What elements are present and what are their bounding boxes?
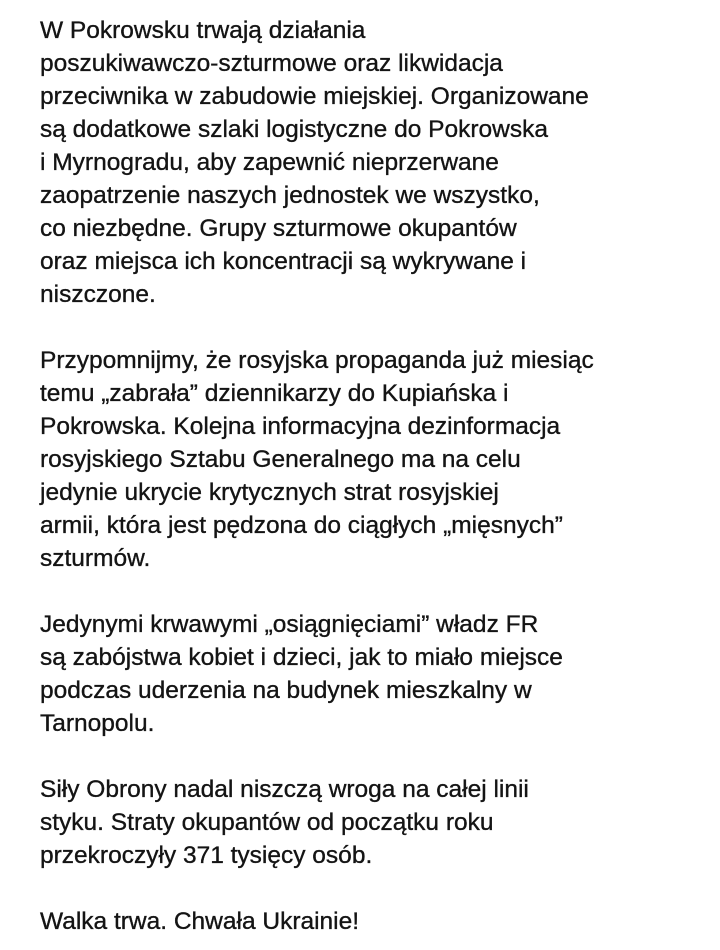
text-line: i Myrnogradu, aby zapewnić nieprzerwane [40, 149, 499, 176]
text-line: oraz miejsca ich koncentracji są wykrywane i [40, 248, 527, 275]
paragraph-propaganda [40, 344, 700, 575]
text-line: Walka trwa. Chwała Ukrainie! [40, 908, 360, 935]
paragraph-losses [40, 773, 700, 872]
text-line: Pokrowska. Kolejna informacyjna dezinformacja [40, 413, 561, 440]
text-line: Jedynymi krwawymi „osiągnięciami” władz FR [40, 611, 539, 638]
text-line: szturmów. [40, 545, 151, 572]
text-line: są zabójstwa kobiet i dzieci, jak to miało miejsce [40, 644, 563, 671]
text-line: co niezbędne. Grupy szturmowe okupantów [40, 215, 517, 242]
text-line: niszczone. [40, 281, 156, 308]
paragraph-closing [40, 905, 700, 938]
text-line: temu „zabrała” dziennikarzy do Kupiańska i [40, 380, 509, 407]
text-line: armii, która jest pędzona do ciągłych „mięsnych” [40, 512, 563, 539]
text-line: Tarnopolu. [40, 710, 155, 737]
text-line: Przypomnijmy, że rosyjska propaganda już miesiąc [40, 347, 594, 374]
text-line: jedynie ukrycie krytycznych strat rosyjskiej [40, 479, 499, 506]
text-line: Siły Obrony nadal niszczą wroga na całej linii [40, 776, 529, 803]
text-line: W Pokrowsku trwają działania [40, 17, 366, 44]
text-line: styku. Straty okupantów od początku roku [40, 809, 494, 836]
text-line: podczas uderzenia na budynek mieszkalny w [40, 677, 532, 704]
paragraph-pokrowsk [40, 14, 700, 311]
text-line: przeciwnika w zabudowie miejskiej. Organizowane [40, 83, 589, 110]
text-line: przekroczyły 371 tysięcy osób. [40, 842, 373, 869]
text-line: poszukiwawczo-szturmowe oraz likwidacja [40, 50, 503, 77]
text-line: rosyjskiego Sztabu Generalnego ma na celu [40, 446, 521, 473]
paragraph-tarnopol [40, 608, 700, 740]
text-line: są dodatkowe szlaki logistyczne do Pokrowska [40, 116, 548, 143]
text-line: zaopatrzenie naszych jednostek we wszystko, [40, 182, 540, 209]
